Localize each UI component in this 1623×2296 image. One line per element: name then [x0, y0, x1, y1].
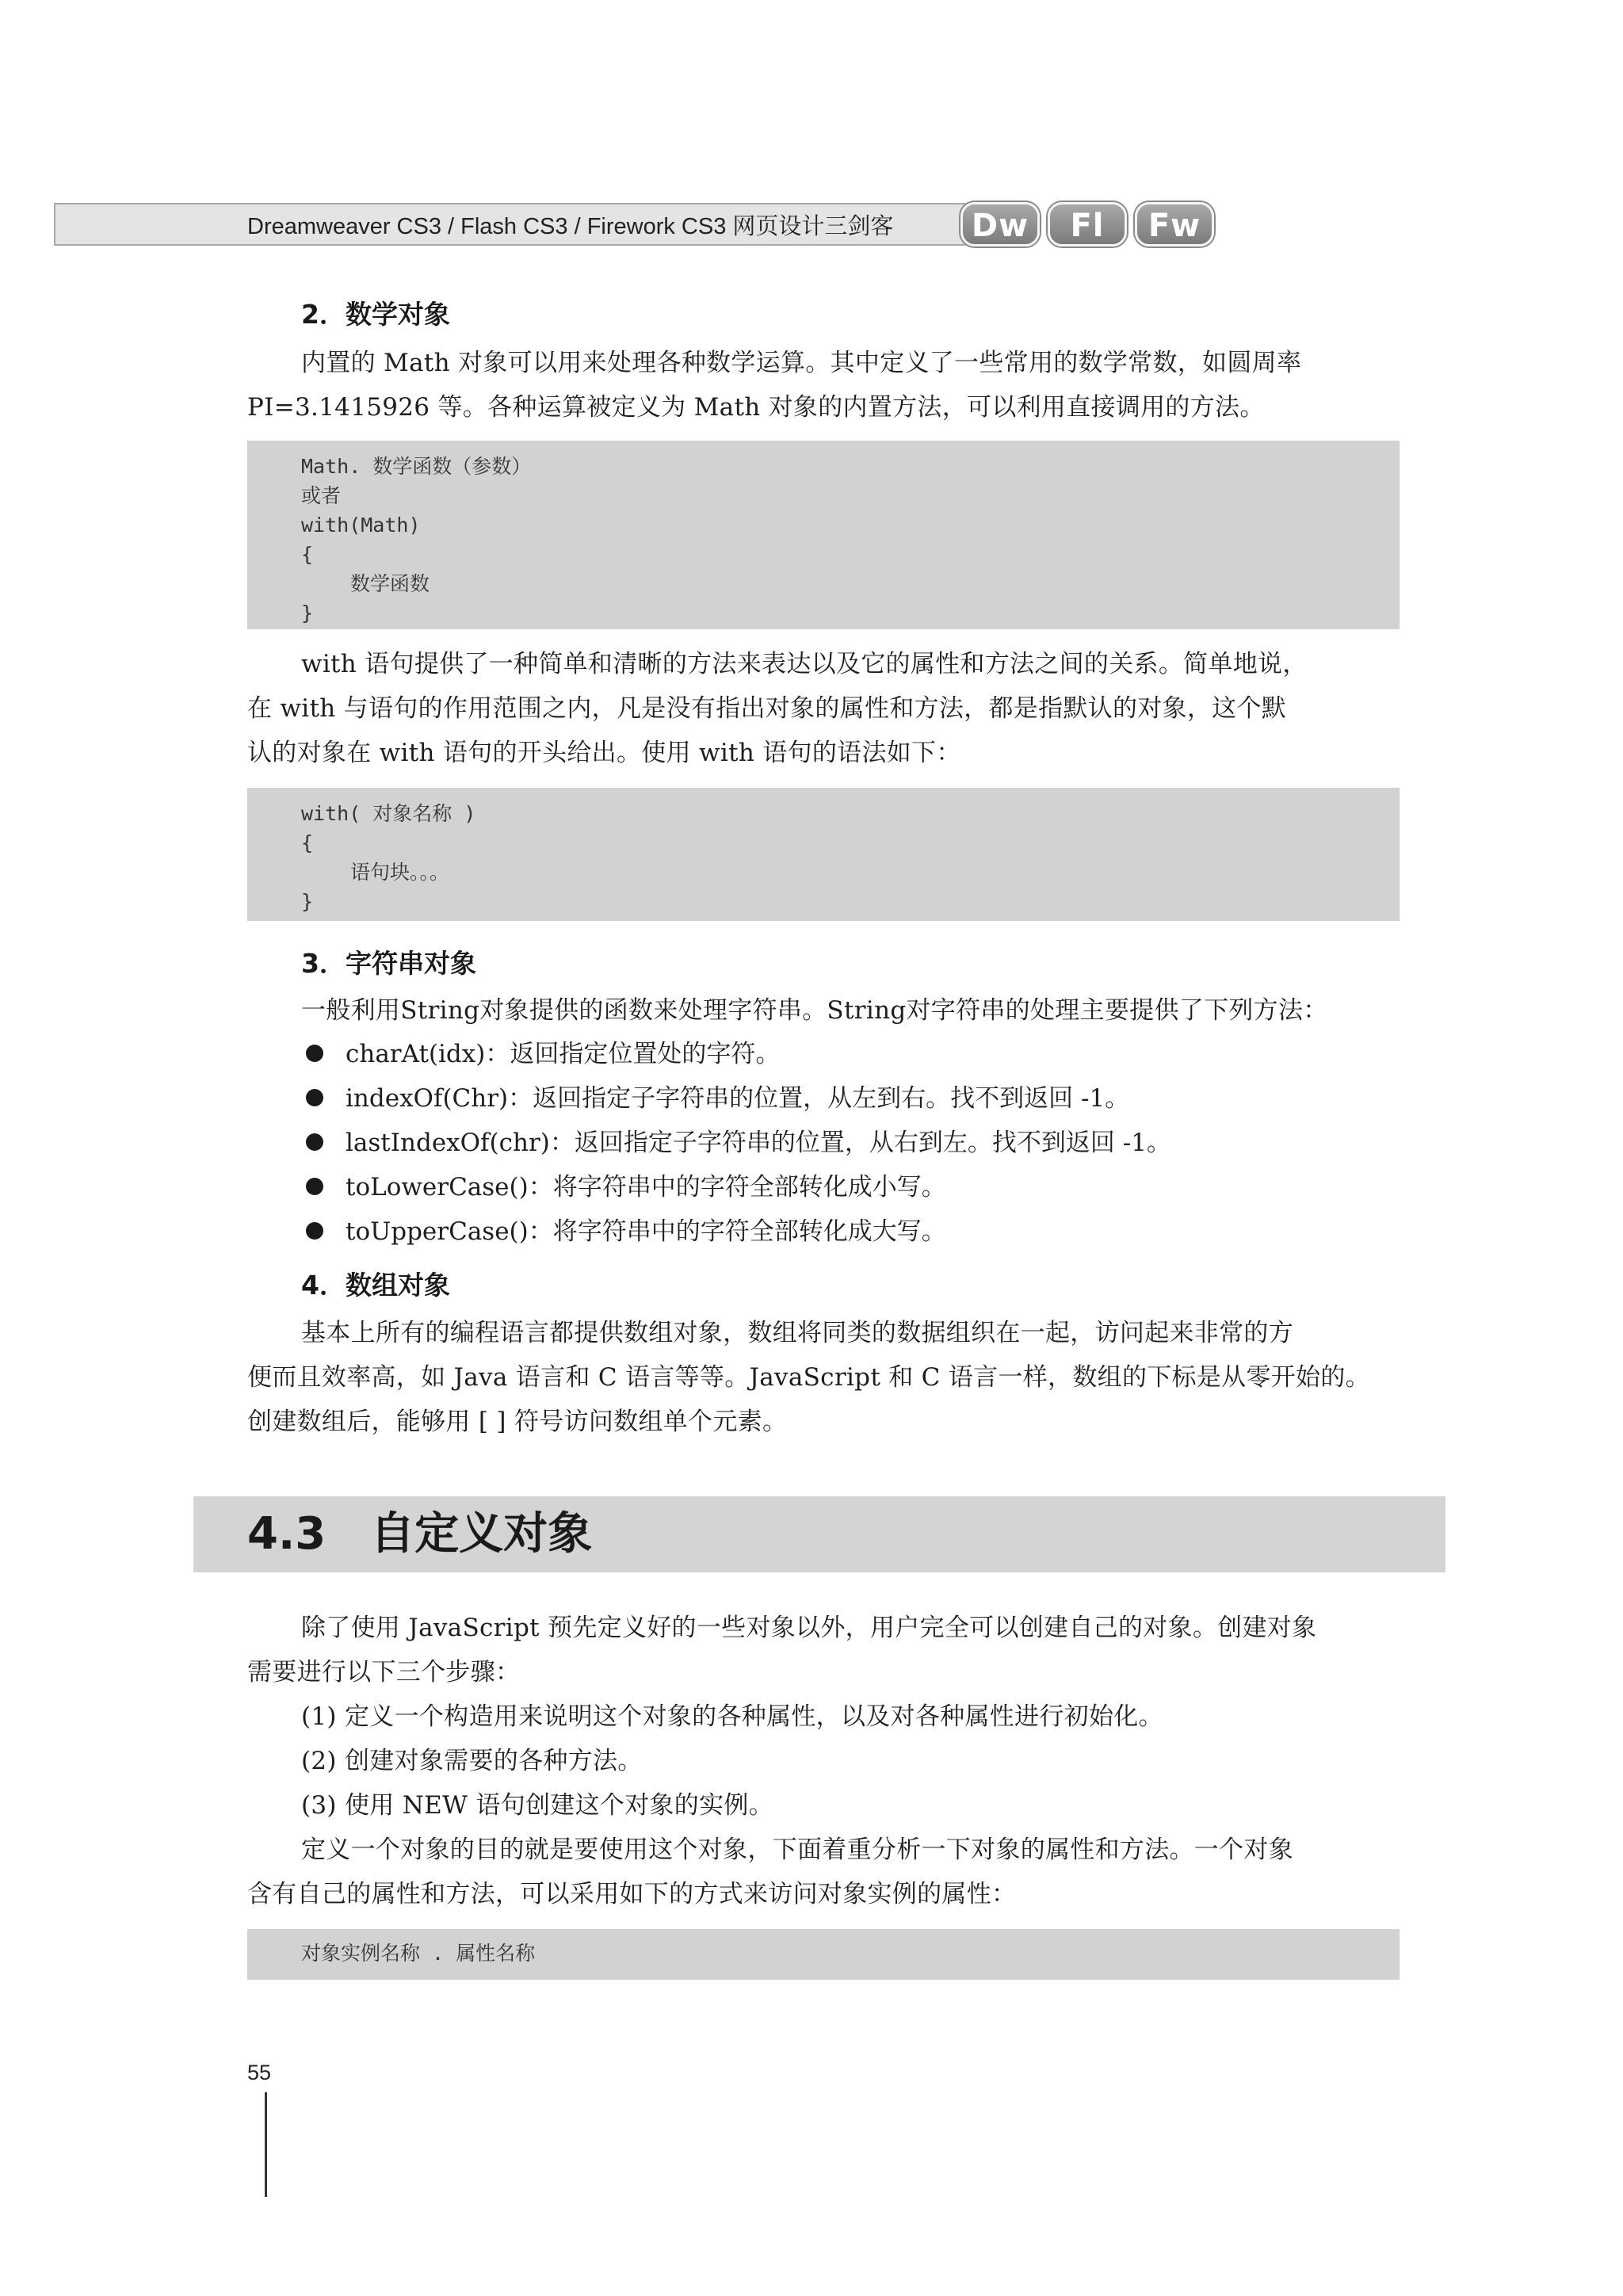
section-title: 自定义对象 [370, 1508, 593, 1560]
paragraph-line: 含有自己的属性和方法，可以采用如下的方式来访问对象实例的属性： [247, 1880, 1017, 1908]
list-item-text: toLowerCase()：将字符串中的字符全部转化成小写。 [346, 1173, 946, 1201]
code-line: { [301, 543, 314, 566]
list-item-text: indexOf(Chr)：返回指定子字符串的位置，从左到右。找不到返回 -1。 [346, 1084, 1130, 1113]
section-number: 4.3 [247, 1508, 327, 1560]
list-item-text: lastIndexOf(chr)：返回指定子字符串的位置，从右到左。找不到返回 -1。 [346, 1129, 1171, 1157]
list-item [306, 1076, 1129, 1121]
paragraph-line: with 语句提供了一种简单和清晰的方法来表达以及它的属性和方法之间的关系。简单地说， [301, 650, 1308, 678]
code-line: with( 对象名称 ) [301, 802, 476, 825]
dreamweaver-badge-icon: Dw [960, 202, 1040, 246]
step-item: (1) 定义一个构造用来说明这个对象的各种属性，以及对各种属性进行初始化。 [301, 1702, 1163, 1731]
page-number-rule [265, 2092, 267, 2197]
fireworks-badge-icon: Fw [1135, 202, 1214, 246]
list-item [306, 1032, 780, 1076]
list-item [306, 1121, 1171, 1165]
paragraph-line: 便而且效率高，如 Java 语言和 C 语言等等。JavaScript 和 C 语言一样，数组的下标是从零开始的。 [247, 1363, 1370, 1392]
list-item-text: charAt(idx)：返回指定位置处的字符。 [346, 1040, 781, 1068]
code-line: 语句块。。。 [350, 861, 450, 884]
bullet-icon [306, 1133, 323, 1151]
heading-string-object: 3．字符串对象 [301, 948, 476, 979]
code-line: { [301, 831, 314, 854]
heading-math-object: 2．数学对象 [301, 299, 450, 330]
paragraph-line: 需要进行以下三个步骤： [247, 1658, 521, 1687]
bullet-icon [306, 1178, 323, 1195]
code-line: 对象实例名称 . 属性名称 [301, 1942, 536, 1965]
code-block-with [247, 788, 1400, 921]
section-heading [247, 1496, 592, 1572]
page-number: 55 [247, 2061, 272, 2084]
running-header-title: Dreamweaver CS3 / Flash CS3 / Firework CS3 网页设计三剑客 [247, 214, 894, 239]
bullet-icon [306, 1089, 323, 1106]
bullet-icon [306, 1045, 323, 1062]
heading-array-object: 4．数组对象 [301, 1270, 450, 1301]
code-line: 或者 [301, 484, 342, 507]
paragraph-line: 除了使用 JavaScript 预先定义好的一些对象以外，用户完全可以创建自己的对象。创建对象 [301, 1614, 1317, 1642]
step-item: (2) 创建对象需要的各种方法。 [301, 1747, 643, 1775]
code-line: } [301, 602, 314, 625]
code-line: 数学函数 [350, 572, 430, 595]
paragraph-line: 认的对象在 with 语句的开头给出。使用 with 语句的语法如下： [247, 739, 961, 767]
code-block-property-access [247, 1929, 1400, 1980]
paragraph-line: 一般利用String对象提供的函数来处理字符串。String对字符串的处理主要提供了下列方法： [301, 996, 1328, 1025]
code-line: Math. 数学函数（参数） [301, 455, 532, 478]
step-item: (3) 使用 NEW 语句创建这个对象的实例。 [301, 1791, 773, 1820]
list-item [306, 1209, 946, 1254]
paragraph-line: 基本上所有的编程语言都提供数组对象，数组将同类的数据组织在一起，访问起来非常的方 [301, 1319, 1293, 1347]
paragraph-line: 创建数组后，能够用 [ ] 符号访问数组单个元素。 [247, 1408, 788, 1436]
code-line: } [301, 890, 314, 913]
paragraph-line: 定义一个对象的目的就是要使用这个对象，下面着重分析一下对象的属性和方法。一个对象 [301, 1836, 1293, 1864]
list-item-text: toUpperCase()：将字符串中的字符全部转化成大写。 [346, 1217, 946, 1246]
code-line: with(Math) [301, 514, 421, 537]
paragraph-line: 在 with 与语句的作用范围之内，凡是没有指出对象的属性和方法，都是指默认的对象，这个默 [247, 694, 1287, 723]
bullet-icon [306, 1222, 323, 1240]
paragraph-line: PI=3.1415926 等。各种运算被定义为 Math 对象的内置方法，可以利用直接调用的方法。 [247, 393, 1265, 422]
paragraph-line: 内置的 Math 对象可以用来处理各种数学运算。其中定义了一些常用的数学常数，如圆周率 [301, 349, 1302, 377]
list-item [306, 1165, 946, 1209]
flash-badge-icon: Fl [1048, 202, 1127, 246]
code-block-math [247, 441, 1400, 629]
